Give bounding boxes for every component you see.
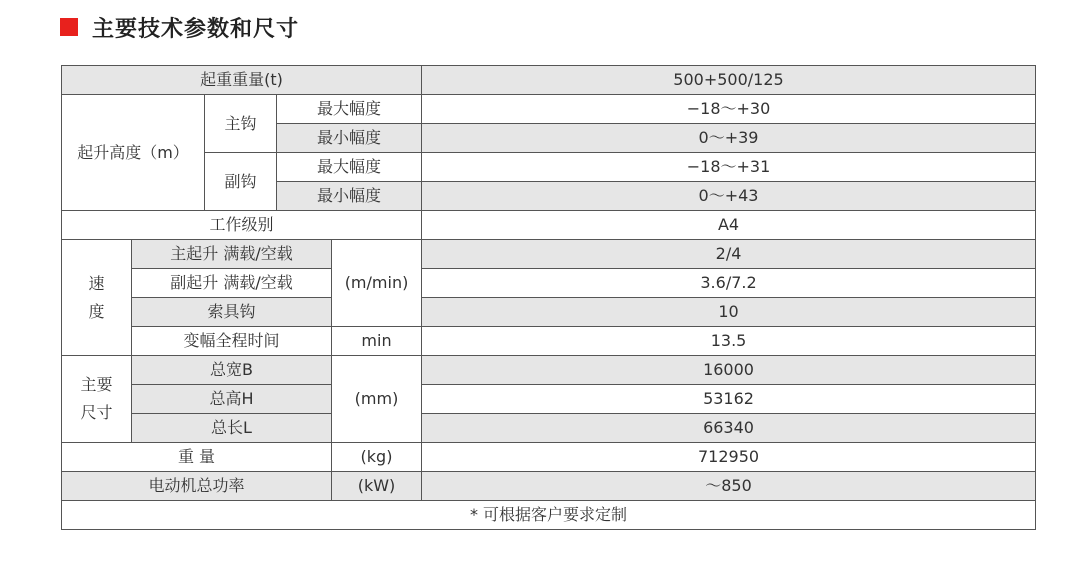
table-row [62, 501, 1036, 530]
weight-unit: (kg) [332, 443, 422, 472]
table-row [62, 356, 1036, 385]
speed-label-line-1: 速 [88, 273, 105, 293]
table-row [62, 66, 1036, 95]
total-height-value: 53162 [422, 385, 1036, 414]
luffing-time-label: 变幅全程时间 [132, 327, 332, 356]
total-length-label: 总长L [132, 414, 332, 443]
total-width-label: 总宽B [132, 356, 332, 385]
table-row [62, 414, 1036, 443]
main-hook-min-radius-label: 最小幅度 [277, 124, 422, 153]
lifting-height-label: 起升高度（m） [62, 95, 205, 211]
rigging-hook-speed-value: 10 [422, 298, 1036, 327]
red-square-icon [60, 18, 78, 36]
table-row [62, 211, 1036, 240]
aux-hook-min-radius-label: 最小幅度 [277, 182, 422, 211]
weight-value: 712950 [422, 443, 1036, 472]
main-hook-max-radius-label: 最大幅度 [277, 95, 422, 124]
main-hook-max-radius-value: −18～+30 [422, 95, 1036, 124]
dimensions-label-line-1: 主要 [80, 375, 113, 394]
motor-power-value: ～850 [422, 472, 1036, 501]
table-row [62, 385, 1036, 414]
speed-unit: (m/min) [332, 240, 422, 327]
table-row [62, 153, 1036, 182]
table-row [62, 327, 1036, 356]
aux-hook-max-radius-label: 最大幅度 [277, 153, 422, 182]
section-header [60, 12, 299, 42]
total-width-value: 16000 [422, 356, 1036, 385]
speed-label-line-2: 度 [88, 301, 105, 321]
spec-table [61, 65, 1036, 530]
main-hook-label: 主钩 [205, 95, 277, 153]
total-height-label: 总高H [132, 385, 332, 414]
weight-label: 重 量 [62, 443, 332, 472]
luffing-time-value: 13.5 [422, 327, 1036, 356]
main-hoist-speed-label: 主起升 满载/空载 [132, 240, 332, 269]
aux-hoist-speed-value: 3.6/7.2 [422, 269, 1036, 298]
motor-power-label: 电动机总功率 [62, 472, 332, 501]
table-row [62, 269, 1036, 298]
aux-hoist-speed-label: 副起升 满载/空载 [132, 269, 332, 298]
luffing-time-unit: min [332, 327, 422, 356]
table-row [62, 298, 1036, 327]
dimensions-label [62, 356, 132, 443]
work-class-label: 工作级别 [62, 211, 422, 240]
table-row [62, 472, 1036, 501]
dimensions-unit: (mm) [332, 356, 422, 443]
dimensions-label-line-2: 尺寸 [80, 403, 113, 422]
rigging-hook-speed-label: 索具钩 [132, 298, 332, 327]
table-row [62, 95, 1036, 124]
aux-hook-max-radius-value: −18～+31 [422, 153, 1036, 182]
speed-label [62, 240, 132, 356]
aux-hook-min-radius-value: 0～+43 [422, 182, 1036, 211]
motor-power-unit: (kW) [332, 472, 422, 501]
customization-note: * 可根据客户要求定制 [62, 501, 1036, 530]
lifting-capacity-label: 起重重量(t) [62, 66, 422, 95]
lifting-capacity-value: 500+500/125 [422, 66, 1036, 95]
table-row [62, 240, 1036, 269]
page-title: 主要技术参数和尺寸 [92, 16, 300, 42]
table-row [62, 443, 1036, 472]
total-length-value: 66340 [422, 414, 1036, 443]
work-class-value: A4 [422, 211, 1036, 240]
aux-hook-label: 副钩 [205, 153, 277, 211]
main-hook-min-radius-value: 0～+39 [422, 124, 1036, 153]
main-hoist-speed-value: 2/4 [422, 240, 1036, 269]
